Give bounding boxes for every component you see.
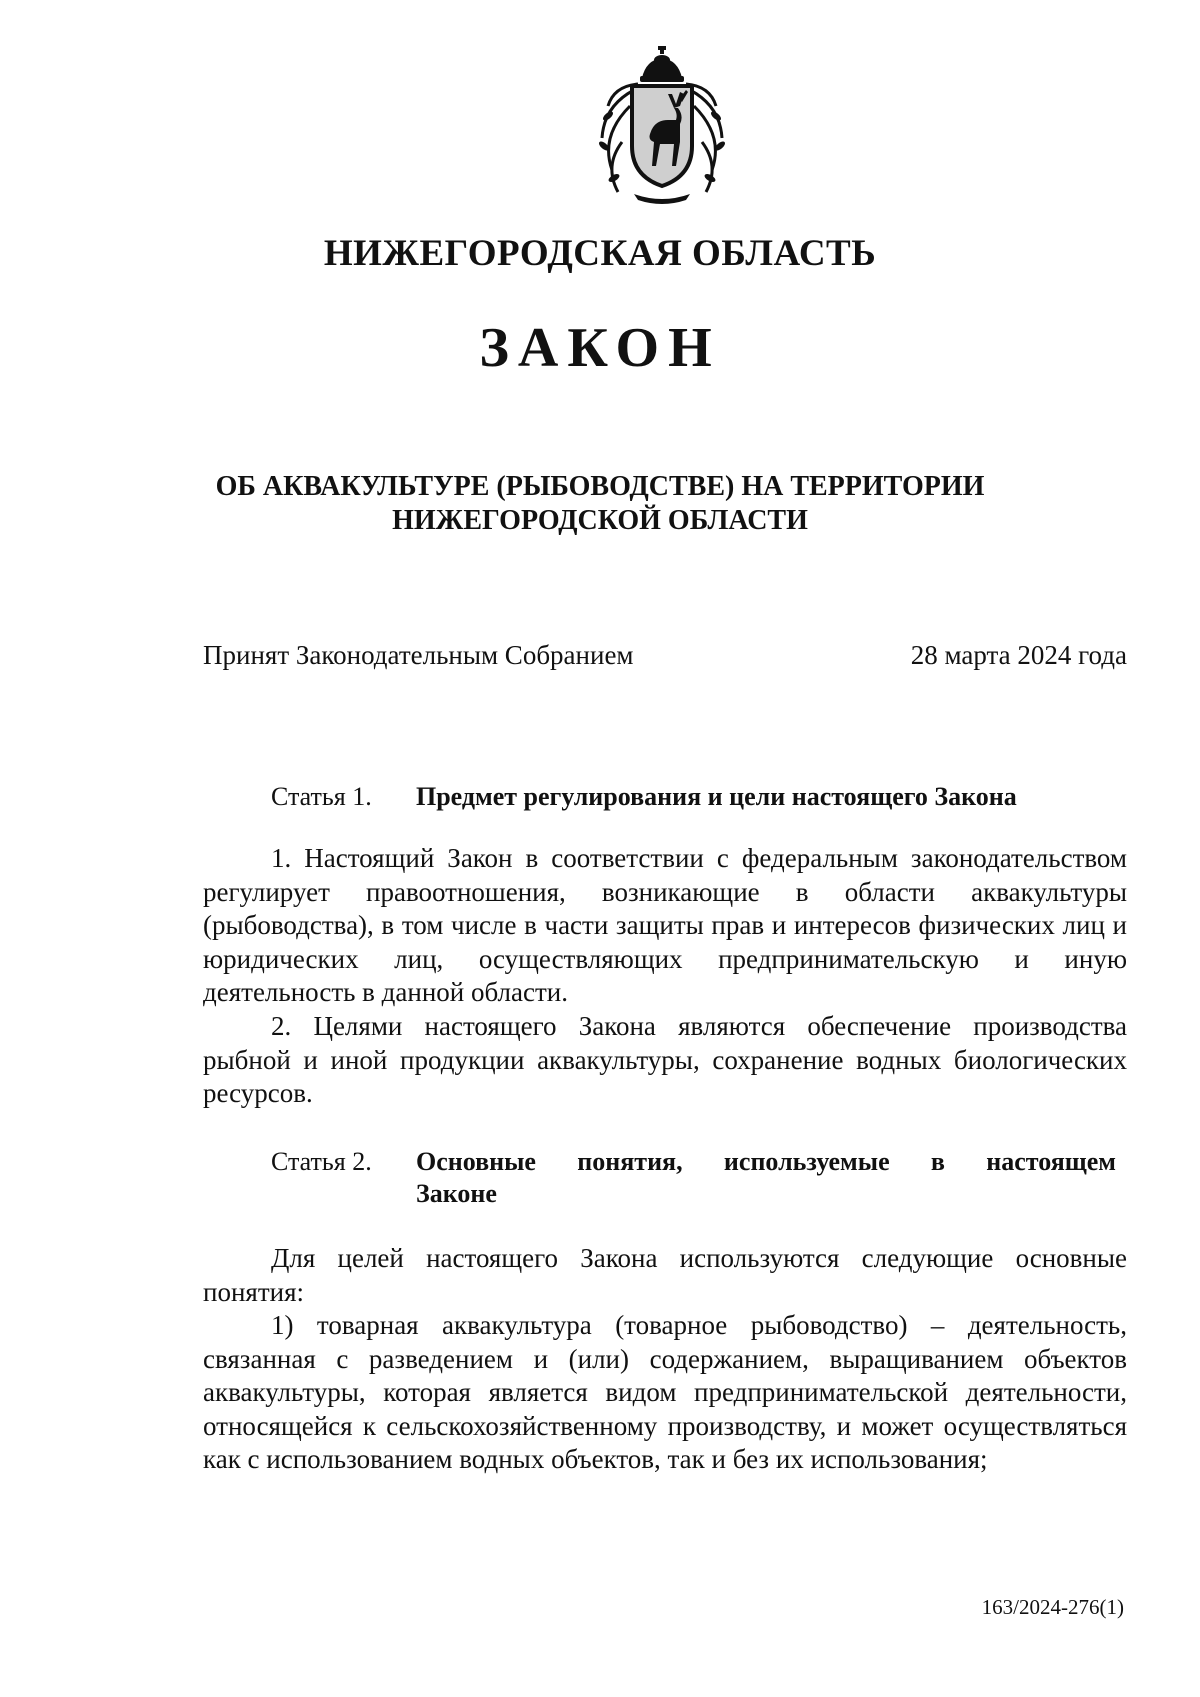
coat-of-arms-icon [594, 46, 730, 204]
law-subject-title [0, 470, 1200, 538]
article-number: Статья 1. [271, 782, 372, 811]
article-title-line1: Основные понятия, используемые в настоящем [416, 1147, 1116, 1176]
adoption-line [203, 640, 1127, 671]
document-type-title: ЗАКОН [479, 317, 721, 379]
article-2-paragraph-1: Для целей настоящего Закона используются следующие основные понятия: [203, 1243, 1127, 1307]
document-code: 163/2024-276(1) [981, 1595, 1124, 1619]
region-title: НИЖЕГОРОДСКАЯ ОБЛАСТЬ [323, 233, 877, 274]
law-subject-line2: НИЖЕГОРОДСКОЙ ОБЛАСТИ [392, 505, 808, 536]
law-subject-line1: ОБ АКВАКУЛЬТУРЕ (РЫБОВОДСТВЕ) НА ТЕРРИТОРИИ [215, 471, 985, 502]
article-number: Статья 2. [271, 1147, 372, 1176]
adopting-body: Принят Законодательным Собранием [203, 640, 634, 670]
article-title [416, 1146, 1116, 1210]
article-1-paragraph-1: 1. Настоящий Закон в соответствии с федеральным законодательством регулирует правоотношения, возникающие в области аквакультуры (рыбоводства), в том числе в части защиты прав и интересов физических лиц и юридических лиц, осуществляющих предпринимательскую и иную деятельность в данной области. [203, 843, 1127, 1007]
article-title-line2: Законе [416, 1179, 497, 1208]
adoption-date: 28 марта 2024 года [910, 640, 1127, 670]
article-2-paragraph-2: 1) товарная аквакультура (товарное рыбоводство) – деятельность, связанная с разведением и (или) содержанием, выращиванием объектов аквакультуры, которая является видом предпринимательской деятельности, относящейся к сельскохозяйственному производству, и может осуществляться как с использованием водных объектов, так и без их использования; [203, 1310, 1127, 1474]
article-1-paragraph-2: 2. Целями настоящего Закона являются обеспечение производства рыбной и иной продукции аквакультуры, сохранение водных биологических ресурсов. [203, 1011, 1127, 1108]
article-title: Предмет регулирования и цели настоящего Закона [416, 782, 1017, 811]
